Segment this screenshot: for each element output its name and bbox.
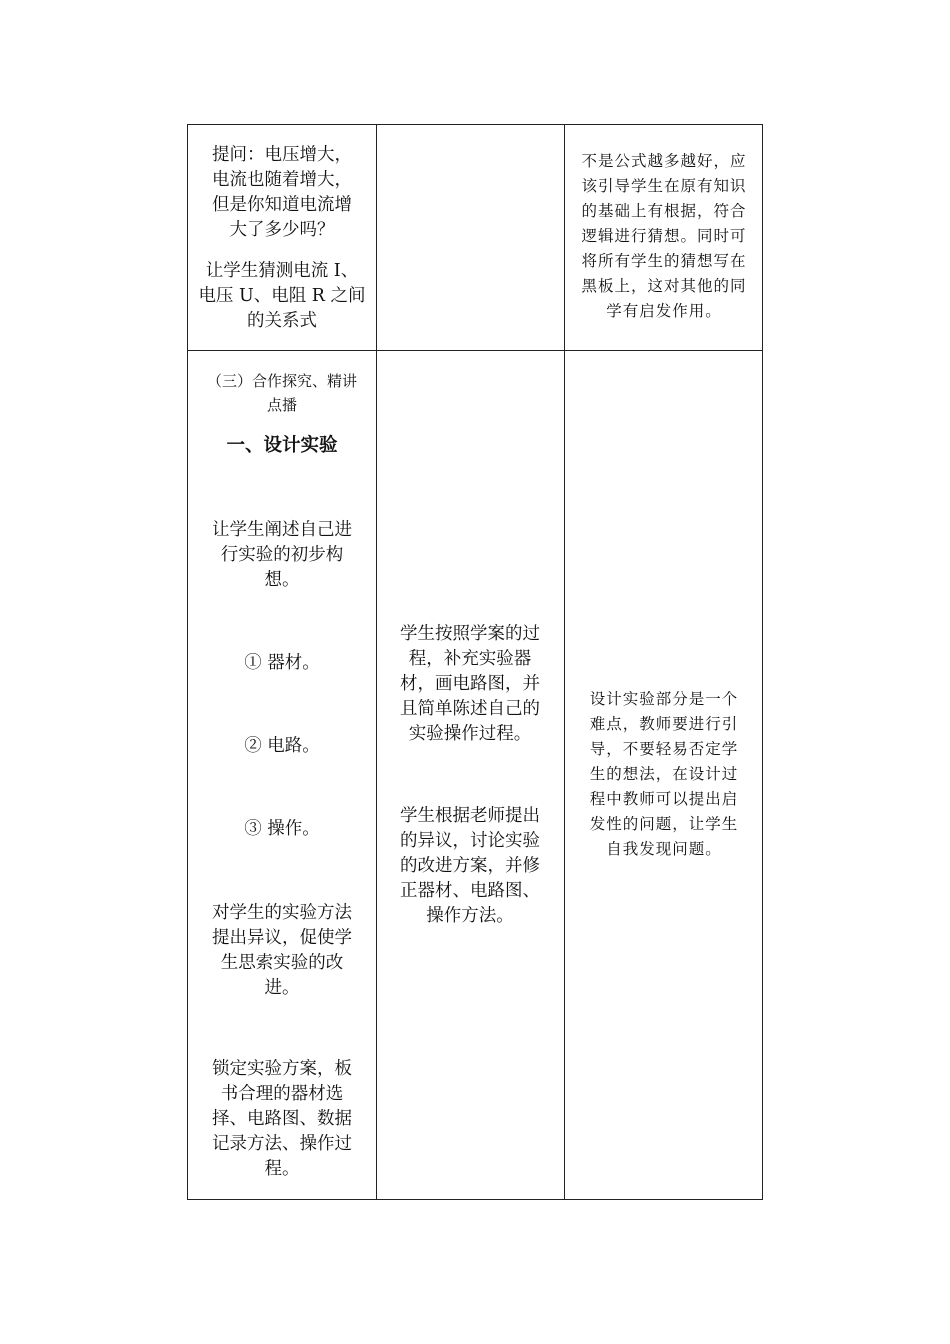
column-divider: [564, 125, 565, 1199]
student-improve-text: 学生根据老师提出 的异议，讨论实验 的改进方案，并修 正器材、电路图、 操作方法。: [400, 806, 540, 926]
section-title: （三）合作探究、精讲 点播: [206, 372, 357, 414]
design-note-text: 不是公式越多越好，应 该引导学生在原有知识 的基础上有根据，符合 逻辑进行猜想。同时可 将所有学生的猜想写在 黑板上，这对其他的同 学有启发作用。: [581, 152, 747, 320]
student-plan-text: 学生按照学案的过 程，补充实验器 材，画电路图，并 且简单陈述自己的 实验操作过程。: [400, 624, 540, 744]
teacher-lock-text: 锁定实验方案，板 书合理的器材选 择、电路图、数据 记录方法、操作过 程。: [212, 1059, 352, 1179]
design-note-text: 设计实验部分是一个 难点，教师要进行引 导，不要轻易否定学 生的想法，在设计过 程中教师可以提出启 发性的问题，让学生 自我发现问题。: [589, 690, 739, 858]
teacher-guess-text: 让学生猜测电流 I、 电压 U、电阻 R 之间 的关系式: [198, 261, 366, 331]
section-heading: 一、设计实验: [226, 435, 338, 456]
item-equipment: ① 器材。: [244, 653, 320, 673]
item-operation: ③ 操作。: [244, 819, 320, 839]
lesson-plan-table: [187, 124, 763, 1200]
item-circuit: ② 电路。: [244, 736, 320, 756]
teacher-question-text: 提问：电压增大， 电流也随着增大， 但是你知道电流增 大了多少吗？: [212, 145, 352, 240]
teacher-challenge-text: 对学生的实验方法 提出异议，促使学 生思索实验的改 进。: [212, 903, 352, 998]
row-divider: [188, 350, 762, 351]
teacher-idea-text: 让学生阐述自己进 行实验的初步构 想。: [212, 520, 352, 590]
